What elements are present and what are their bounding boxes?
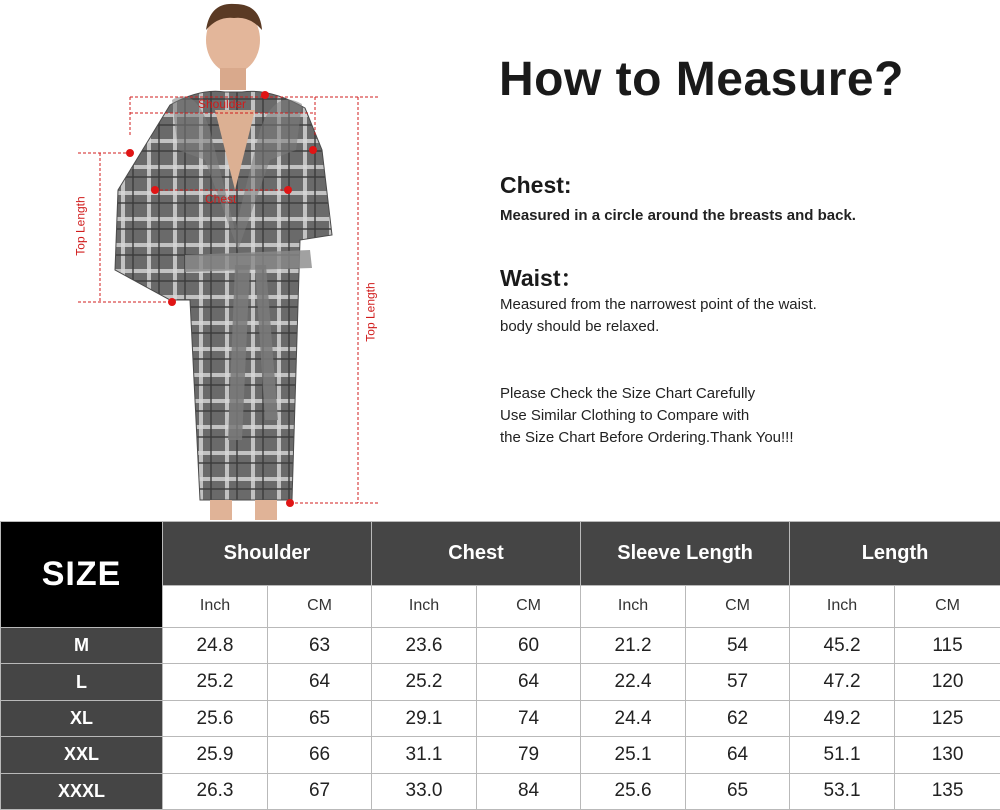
table-cell: 63 — [268, 628, 372, 664]
note-line-3: the Size Chart Before Ordering.Thank You!!! — [500, 429, 794, 446]
table-cell: 65 — [268, 700, 372, 736]
shoulder-header: Shoulder — [163, 522, 372, 586]
table-row — [1, 700, 1000, 736]
table-cell: 125 — [895, 700, 1000, 736]
unit-header: CM — [477, 585, 581, 627]
table-cell: 21.2 — [581, 628, 686, 664]
chest-header: Chest — [372, 522, 581, 586]
table-cell: 29.1 — [372, 700, 477, 736]
table-cell: 51.1 — [790, 737, 895, 773]
table-cell: 135 — [895, 773, 1000, 809]
chest-title: Chest: — [500, 172, 572, 198]
table-cell: 115 — [895, 628, 1000, 664]
table-cell: 49.2 — [790, 700, 895, 736]
table-cell: 53.1 — [790, 773, 895, 809]
robe-illustration — [60, 0, 400, 520]
table-cell: 120 — [895, 664, 1000, 700]
table-cell: 31.1 — [372, 737, 477, 773]
table-cell: 33.0 — [372, 773, 477, 809]
table-cell: 79 — [477, 737, 581, 773]
unit-header: Inch — [163, 585, 268, 627]
table-cell: 54 — [686, 628, 790, 664]
table-cell: 24.4 — [581, 700, 686, 736]
table-row — [1, 664, 1000, 700]
table-cell: 25.6 — [163, 700, 268, 736]
robe-shape — [115, 91, 332, 500]
unit-header: CM — [686, 585, 790, 627]
table-row — [1, 773, 1000, 809]
table-cell: 22.4 — [581, 664, 686, 700]
size-header: SIZE — [1, 522, 163, 628]
robe-measure-figure — [60, 0, 400, 520]
table-cell: 26.3 — [163, 773, 268, 809]
table-cell: 24.8 — [163, 628, 268, 664]
table-cell: 130 — [895, 737, 1000, 773]
waist-description-line-2: body should be relaxed. — [500, 318, 660, 335]
chest-description: Measured in a circle around the breasts and back. — [500, 207, 856, 224]
sleeve-length-header: Sleeve Length — [581, 522, 790, 586]
table-cell: 25.9 — [163, 737, 268, 773]
size-label: XL — [1, 700, 163, 736]
table-cell: 62 — [686, 700, 790, 736]
table-cell: 57 — [686, 664, 790, 700]
table-header-row — [1, 522, 1000, 586]
unit-header: Inch — [581, 585, 686, 627]
table-cell: 25.2 — [163, 664, 268, 700]
table-cell: 65 — [686, 773, 790, 809]
table-cell: 67 — [268, 773, 372, 809]
unit-header: CM — [895, 585, 1000, 627]
table-row — [1, 737, 1000, 773]
table-cell: 84 — [477, 773, 581, 809]
unit-header: Inch — [372, 585, 477, 627]
shoulder-label: Shoulder — [198, 97, 247, 111]
table-cell: 64 — [686, 737, 790, 773]
table-cell: 66 — [268, 737, 372, 773]
waist-description-line-1: Measured from the narrowest point of the waist. — [500, 296, 817, 313]
page-title: How to Measure? — [499, 53, 904, 106]
table-cell: 45.2 — [790, 628, 895, 664]
note-line-2: Use Similar Clothing to Compare with — [500, 407, 750, 424]
waist-title: Waist： — [500, 265, 584, 291]
top-length-right-label: Top Length — [363, 282, 378, 342]
table-cell: 47.2 — [790, 664, 895, 700]
table-cell: 23.6 — [372, 628, 477, 664]
table-cell: 25.1 — [581, 737, 686, 773]
unit-header: Inch — [790, 585, 895, 627]
table-cell: 64 — [268, 664, 372, 700]
chest-label: Chest — [205, 192, 237, 206]
table-cell: 60 — [477, 628, 581, 664]
length-header: Length — [790, 522, 1000, 586]
top-length-left-label: Top Length — [73, 196, 88, 256]
note-line-1: Please Check the Size Chart Carefully — [500, 385, 756, 402]
size-chart-table — [0, 521, 1000, 810]
unit-header: CM — [268, 585, 372, 627]
size-label: M — [1, 628, 163, 664]
table-row — [1, 628, 1000, 664]
size-label: L — [1, 664, 163, 700]
table-cell: 25.6 — [581, 773, 686, 809]
table-cell: 74 — [477, 700, 581, 736]
size-label: XXL — [1, 737, 163, 773]
table-cell: 64 — [477, 664, 581, 700]
size-label: XXXL — [1, 773, 163, 809]
table-cell: 25.2 — [372, 664, 477, 700]
